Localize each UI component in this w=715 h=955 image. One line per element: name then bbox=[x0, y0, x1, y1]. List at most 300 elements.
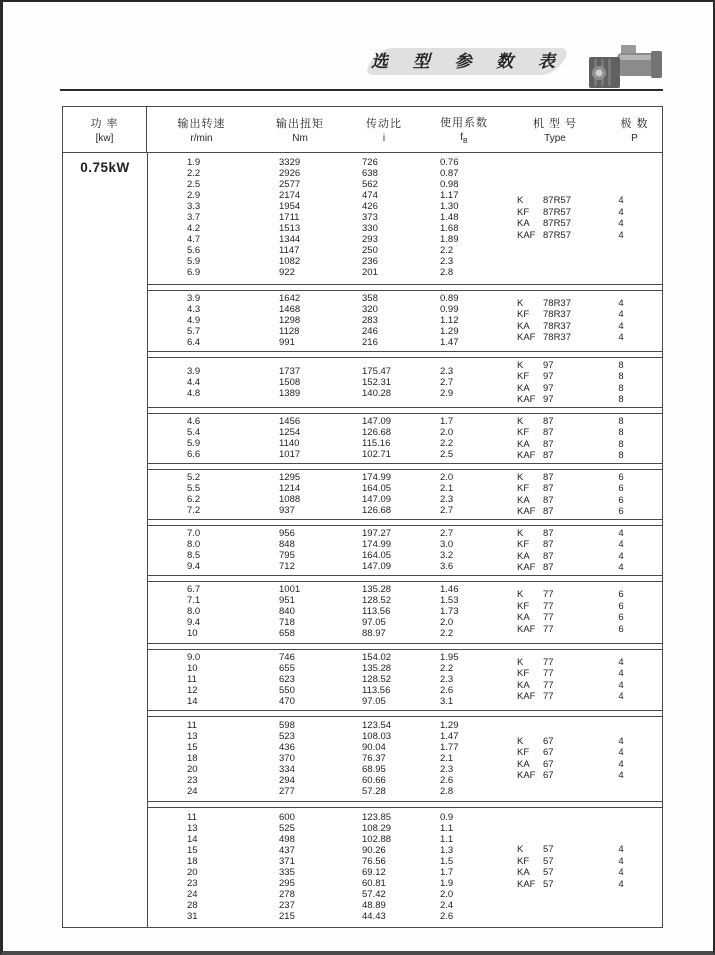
cell-poles: 4 bbox=[618, 679, 624, 691]
cell-speed: 24 bbox=[187, 785, 198, 797]
table-row bbox=[148, 157, 662, 168]
cell-speed: 5.4 bbox=[187, 427, 201, 438]
type-row bbox=[505, 321, 664, 333]
cell-service-factor: 2.8 bbox=[440, 785, 454, 797]
cell-speed: 6.6 bbox=[187, 449, 201, 460]
cell-poles: 4 bbox=[618, 844, 624, 855]
cell-type-prefix: KF bbox=[517, 483, 530, 494]
type-row bbox=[505, 562, 664, 574]
cell-ratio: 90.26 bbox=[362, 844, 386, 856]
cell-type-prefix: KAF bbox=[517, 623, 536, 635]
cell-ratio: 320 bbox=[362, 303, 378, 315]
table-row bbox=[148, 267, 662, 278]
cell-ratio: 126.68 bbox=[362, 427, 392, 438]
cell-torque: 237 bbox=[279, 899, 295, 911]
cell-ratio: 154.02 bbox=[362, 651, 392, 663]
cell-speed: 7.2 bbox=[187, 505, 201, 516]
table-header-row bbox=[63, 107, 662, 153]
cell-type-model: 87R57 bbox=[543, 218, 571, 230]
cell-speed: 2.2 bbox=[187, 168, 201, 180]
selection-table bbox=[62, 106, 663, 928]
cell-ratio: 358 bbox=[362, 292, 378, 304]
cell-type-prefix: KF bbox=[517, 855, 530, 867]
cell-type-model: 97 bbox=[543, 359, 554, 371]
cell-service-factor: 3.1 bbox=[440, 695, 454, 707]
cell-type-model: 77 bbox=[543, 589, 554, 601]
table-row bbox=[148, 834, 662, 845]
type-row bbox=[505, 589, 664, 601]
cell-speed: 2.5 bbox=[187, 179, 201, 191]
cell-torque: 334 bbox=[279, 763, 295, 775]
cell-speed: 4.9 bbox=[187, 314, 201, 326]
cell-type-prefix: K bbox=[517, 471, 524, 483]
table-row bbox=[148, 900, 662, 911]
cell-type-prefix: KAF bbox=[517, 229, 536, 241]
cell-poles: 8 bbox=[618, 394, 624, 405]
table-row bbox=[148, 889, 662, 900]
header-service-factor bbox=[424, 107, 504, 152]
cell-torque: 1344 bbox=[279, 234, 301, 246]
cell-torque: 956 bbox=[279, 528, 295, 539]
header-output-torque-unit: Nm bbox=[292, 133, 308, 144]
cell-service-factor: 1.17 bbox=[440, 190, 459, 202]
cell-torque: 2577 bbox=[279, 179, 301, 191]
type-row bbox=[505, 759, 664, 771]
type-row bbox=[505, 309, 664, 321]
cell-ratio: 197.27 bbox=[362, 528, 392, 539]
cell-speed: 5.9 bbox=[187, 256, 201, 268]
cell-torque: 1513 bbox=[279, 223, 301, 235]
cell-poles: 8 bbox=[618, 427, 624, 438]
cell-poles: 6 bbox=[618, 589, 624, 601]
cell-speed: 4.2 bbox=[187, 223, 201, 235]
cell-type-model: 77 bbox=[543, 612, 554, 624]
cell-speed: 4.4 bbox=[187, 376, 201, 388]
cell-poles: 6 bbox=[618, 600, 624, 612]
type-row bbox=[505, 539, 664, 551]
type-row bbox=[505, 298, 664, 310]
cell-type-prefix: KF bbox=[517, 206, 530, 218]
type-row bbox=[505, 383, 664, 395]
parameter-block bbox=[148, 716, 662, 802]
table-row bbox=[148, 812, 662, 823]
cell-speed: 23 bbox=[187, 774, 198, 786]
parameter-block bbox=[148, 807, 662, 927]
cell-ratio: 88.97 bbox=[362, 628, 386, 640]
type-row bbox=[505, 230, 664, 242]
cell-speed: 3.9 bbox=[187, 365, 201, 377]
cell-type-prefix: KA bbox=[517, 550, 530, 562]
cell-type-model: 77 bbox=[543, 656, 554, 668]
cell-speed: 5.2 bbox=[187, 472, 201, 483]
cell-service-factor: 3.6 bbox=[440, 561, 454, 572]
cell-torque: 436 bbox=[279, 741, 295, 753]
cell-speed: 6.7 bbox=[187, 584, 201, 596]
cell-torque: 437 bbox=[279, 844, 295, 856]
cell-type-model: 87 bbox=[543, 483, 554, 494]
cell-speed: 12 bbox=[187, 684, 198, 696]
header-poles-symbol: P bbox=[631, 133, 638, 144]
cell-service-factor: 2.2 bbox=[440, 438, 454, 449]
cell-ratio: 426 bbox=[362, 201, 378, 213]
cell-type-prefix: K bbox=[517, 527, 524, 539]
cell-poles: 8 bbox=[618, 382, 624, 394]
cell-type-model: 97 bbox=[543, 371, 554, 382]
cell-type-model: 87 bbox=[543, 550, 554, 562]
cell-poles: 4 bbox=[618, 320, 624, 332]
type-rows bbox=[505, 298, 664, 344]
cell-speed: 11 bbox=[187, 673, 197, 685]
type-rows bbox=[505, 844, 664, 890]
cell-type-model: 87R57 bbox=[543, 206, 571, 218]
cell-type-prefix: KF bbox=[517, 600, 530, 612]
cell-service-factor: 1.1 bbox=[440, 833, 454, 845]
cell-poles: 4 bbox=[618, 855, 624, 867]
type-row bbox=[505, 867, 664, 879]
cell-ratio: 246 bbox=[362, 325, 378, 337]
cell-poles: 4 bbox=[618, 758, 624, 770]
cell-ratio: 97.05 bbox=[362, 695, 386, 707]
cell-type-model: 87 bbox=[543, 562, 554, 573]
cell-type-prefix: KA bbox=[517, 758, 530, 770]
header-power-unit: [kw] bbox=[95, 133, 114, 144]
cell-speed: 5.9 bbox=[187, 438, 201, 449]
cell-torque: 848 bbox=[279, 539, 295, 550]
cell-type-model: 57 bbox=[543, 878, 554, 890]
cell-ratio: 140.28 bbox=[362, 387, 392, 399]
cell-speed: 11 bbox=[187, 719, 197, 731]
cell-ratio: 48.89 bbox=[362, 899, 386, 911]
page-title: 选 型 参 数 表 bbox=[371, 52, 565, 71]
type-row bbox=[505, 495, 664, 507]
cell-service-factor: 0.87 bbox=[440, 168, 459, 180]
cell-speed: 18 bbox=[187, 752, 198, 764]
header-output-speed bbox=[147, 107, 256, 152]
cell-poles: 8 bbox=[618, 359, 624, 371]
cell-service-factor: 2.3 bbox=[440, 494, 454, 505]
cell-speed: 18 bbox=[187, 855, 198, 867]
type-row bbox=[505, 371, 664, 383]
cell-type-prefix: K bbox=[517, 844, 524, 855]
cell-ratio: 135.28 bbox=[362, 584, 392, 596]
cell-type-prefix: KAF bbox=[517, 506, 536, 517]
type-row bbox=[505, 472, 664, 484]
cell-speed: 9.4 bbox=[187, 617, 201, 629]
cell-ratio: 638 bbox=[362, 168, 378, 180]
cell-type-model: 87 bbox=[543, 527, 554, 539]
cell-service-factor: 1.7 bbox=[440, 416, 454, 427]
cell-ratio: 236 bbox=[362, 256, 378, 268]
cell-type-prefix: KAF bbox=[517, 562, 536, 573]
cell-poles: 8 bbox=[618, 371, 624, 382]
cell-torque: 600 bbox=[279, 811, 295, 823]
cell-torque: 991 bbox=[279, 336, 295, 348]
table-row bbox=[148, 720, 662, 731]
cell-poles: 6 bbox=[618, 612, 624, 624]
cell-poles: 8 bbox=[618, 438, 624, 450]
cell-poles: 4 bbox=[618, 206, 624, 218]
header-poles bbox=[606, 107, 663, 152]
cell-type-model: 78R37 bbox=[543, 320, 571, 332]
cell-service-factor: 2.7 bbox=[440, 505, 454, 516]
cell-speed: 4.6 bbox=[187, 416, 201, 427]
cell-service-factor: 1.47 bbox=[440, 336, 459, 348]
cell-ratio: 135.28 bbox=[362, 662, 392, 674]
cell-ratio: 90.04 bbox=[362, 741, 386, 753]
cell-torque: 2926 bbox=[279, 168, 301, 180]
table-body bbox=[63, 153, 662, 927]
title-banner bbox=[371, 48, 563, 75]
cell-service-factor: 1.3 bbox=[440, 844, 454, 856]
cell-ratio: 562 bbox=[362, 179, 378, 191]
cell-torque: 1088 bbox=[279, 494, 301, 505]
cell-ratio: 76.56 bbox=[362, 855, 386, 867]
cell-ratio: 201 bbox=[362, 267, 378, 279]
cell-poles: 6 bbox=[618, 623, 624, 635]
cell-service-factor: 2.3 bbox=[440, 673, 454, 685]
cell-torque: 1954 bbox=[279, 201, 301, 213]
cell-type-prefix: KAF bbox=[517, 394, 536, 405]
cell-service-factor: 2.2 bbox=[440, 628, 454, 640]
cell-torque: 1508 bbox=[279, 376, 301, 388]
cell-service-factor: 2.7 bbox=[440, 376, 454, 388]
type-rows bbox=[505, 657, 664, 703]
cell-service-factor: 2.0 bbox=[440, 472, 454, 483]
cell-speed: 8.0 bbox=[187, 539, 201, 550]
type-rows bbox=[505, 416, 664, 462]
cell-service-factor: 2.1 bbox=[440, 752, 454, 764]
cell-type-model: 78R37 bbox=[543, 309, 571, 321]
cell-speed: 14 bbox=[187, 833, 198, 845]
type-row bbox=[505, 844, 664, 856]
cell-type-model: 57 bbox=[543, 867, 554, 878]
parameter-block bbox=[148, 581, 662, 644]
cell-type-model: 87 bbox=[543, 450, 554, 461]
cell-torque: 523 bbox=[279, 730, 295, 742]
cell-ratio: 76.37 bbox=[362, 752, 386, 764]
cell-poles: 4 bbox=[618, 735, 624, 747]
cell-type-model: 87R57 bbox=[543, 195, 571, 207]
cell-torque: 712 bbox=[279, 561, 295, 572]
cell-torque: 1017 bbox=[279, 449, 301, 460]
cell-poles: 4 bbox=[618, 867, 624, 878]
cell-torque: 1254 bbox=[279, 427, 301, 438]
cell-torque: 655 bbox=[279, 662, 295, 674]
cell-type-prefix: KF bbox=[517, 747, 530, 759]
parameter-block bbox=[148, 357, 662, 408]
cell-speed: 6.2 bbox=[187, 494, 201, 505]
type-row bbox=[505, 668, 664, 680]
header-output-speed-unit: r/min bbox=[190, 133, 213, 144]
cell-service-factor: 1.7 bbox=[440, 866, 454, 878]
cell-poles: 4 bbox=[618, 195, 624, 207]
cell-type-prefix: K bbox=[517, 359, 524, 371]
cell-torque: 335 bbox=[279, 866, 295, 878]
cell-type-prefix: K bbox=[517, 656, 524, 668]
cell-ratio: 68.95 bbox=[362, 763, 386, 775]
cell-torque: 370 bbox=[279, 752, 295, 764]
cell-type-model: 97 bbox=[543, 382, 554, 394]
cell-speed: 8.5 bbox=[187, 550, 201, 561]
cell-ratio: 147.09 bbox=[362, 416, 392, 427]
type-row bbox=[505, 551, 664, 563]
cell-torque: 598 bbox=[279, 719, 295, 731]
cell-service-factor: 1.73 bbox=[440, 606, 459, 618]
type-row bbox=[505, 691, 664, 703]
cell-type-model: 87R57 bbox=[543, 229, 571, 241]
cell-speed: 6.9 bbox=[187, 267, 201, 279]
cell-poles: 4 bbox=[618, 527, 624, 539]
header-ratio bbox=[344, 107, 424, 152]
cell-service-factor: 0.98 bbox=[440, 179, 459, 191]
cell-poles: 4 bbox=[618, 691, 624, 703]
header-rule bbox=[60, 89, 663, 91]
cell-type-model: 77 bbox=[543, 623, 554, 635]
cell-ratio: 174.99 bbox=[362, 472, 392, 483]
cell-ratio: 60.66 bbox=[362, 774, 386, 786]
cell-type-prefix: KA bbox=[517, 320, 530, 332]
cell-poles: 4 bbox=[618, 747, 624, 759]
cell-speed: 14 bbox=[187, 695, 198, 707]
type-rows bbox=[505, 360, 664, 406]
type-rows bbox=[505, 528, 664, 574]
cell-service-factor: 1.12 bbox=[440, 314, 459, 326]
cell-torque: 746 bbox=[279, 651, 295, 663]
cell-type-prefix: KA bbox=[517, 218, 530, 230]
cell-type-prefix: K bbox=[517, 735, 524, 747]
table-row bbox=[148, 786, 662, 797]
blocks bbox=[148, 153, 662, 927]
cell-service-factor: 3.0 bbox=[440, 539, 454, 550]
parameter-block bbox=[148, 290, 662, 353]
cell-type-model: 87 bbox=[543, 415, 554, 427]
cell-service-factor: 2.2 bbox=[440, 245, 454, 257]
parameter-block bbox=[148, 649, 662, 712]
cell-ratio: 283 bbox=[362, 314, 378, 326]
cell-torque: 550 bbox=[279, 684, 295, 696]
cell-service-factor: 1.89 bbox=[440, 234, 459, 246]
cell-type-prefix: KA bbox=[517, 612, 530, 624]
cell-service-factor: 2.0 bbox=[440, 888, 454, 900]
cell-ratio: 113.56 bbox=[362, 606, 391, 618]
cell-poles: 4 bbox=[618, 878, 624, 890]
cell-speed: 8.0 bbox=[187, 606, 201, 618]
cell-torque: 1456 bbox=[279, 416, 301, 427]
cell-poles: 4 bbox=[618, 332, 624, 344]
cell-type-model: 67 bbox=[543, 758, 554, 770]
table-row bbox=[148, 256, 662, 267]
cell-speed: 28 bbox=[187, 899, 198, 911]
cell-service-factor: 1.53 bbox=[440, 595, 459, 607]
cell-torque: 1711 bbox=[279, 212, 300, 224]
cell-speed: 4.3 bbox=[187, 303, 201, 315]
table-row bbox=[148, 245, 662, 256]
cell-service-factor: 2.7 bbox=[440, 528, 454, 539]
cell-service-factor: 2.0 bbox=[440, 617, 454, 629]
type-row bbox=[505, 195, 664, 207]
cell-type-prefix: KA bbox=[517, 867, 530, 878]
cell-ratio: 250 bbox=[362, 245, 378, 257]
cell-service-factor: 1.48 bbox=[440, 212, 459, 224]
cell-poles: 4 bbox=[618, 668, 624, 680]
type-rows bbox=[505, 736, 664, 782]
table-row bbox=[148, 168, 662, 179]
parameter-block bbox=[148, 525, 662, 576]
type-row bbox=[505, 439, 664, 451]
cell-speed: 9.0 bbox=[187, 651, 201, 663]
cell-torque: 371 bbox=[279, 855, 295, 867]
parameter-block bbox=[148, 469, 662, 520]
cell-ratio: 128.52 bbox=[362, 595, 392, 607]
cell-type-prefix: K bbox=[517, 589, 524, 601]
cell-torque: 3329 bbox=[279, 157, 301, 169]
cell-type-prefix: KAF bbox=[517, 691, 536, 703]
cell-speed: 4.7 bbox=[187, 234, 201, 246]
cell-torque: 277 bbox=[279, 785, 295, 797]
cell-service-factor: 1.5 bbox=[440, 855, 454, 867]
cell-type-prefix: KF bbox=[517, 427, 530, 438]
cell-torque: 1001 bbox=[279, 584, 301, 596]
header-poles-zh: 极 数 bbox=[620, 118, 649, 130]
cell-service-factor: 2.0 bbox=[440, 427, 454, 438]
cell-service-factor: 0.76 bbox=[440, 157, 459, 169]
table-row bbox=[148, 179, 662, 190]
cell-ratio: 123.85 bbox=[362, 811, 392, 823]
type-row bbox=[505, 612, 664, 624]
type-row bbox=[505, 332, 664, 344]
header-service-factor-zh: 使用系数 bbox=[440, 117, 488, 129]
cell-ratio: 57.28 bbox=[362, 785, 386, 797]
table-row bbox=[148, 911, 662, 922]
cell-speed: 15 bbox=[187, 741, 198, 753]
cell-type-prefix: K bbox=[517, 297, 524, 309]
cell-type-model: 87 bbox=[543, 471, 554, 483]
cell-torque: 1140 bbox=[279, 438, 300, 449]
cell-type-prefix: KA bbox=[517, 679, 530, 691]
cell-torque: 937 bbox=[279, 505, 295, 516]
type-row bbox=[505, 427, 664, 439]
cell-torque: 470 bbox=[279, 695, 295, 707]
cell-speed: 20 bbox=[187, 763, 198, 775]
cell-speed: 2.9 bbox=[187, 190, 201, 202]
cell-service-factor: 2.1 bbox=[440, 483, 454, 494]
cell-type-prefix: KAF bbox=[517, 770, 536, 782]
cell-poles: 4 bbox=[618, 539, 624, 550]
cell-torque: 1147 bbox=[279, 245, 300, 257]
cell-ratio: 69.12 bbox=[362, 866, 386, 878]
cell-type-model: 67 bbox=[543, 770, 554, 782]
cell-speed: 4.8 bbox=[187, 387, 201, 399]
type-row bbox=[505, 657, 664, 669]
cell-service-factor: 1.29 bbox=[440, 325, 459, 337]
cell-ratio: 60.81 bbox=[362, 877, 386, 889]
cell-ratio: 102.88 bbox=[362, 833, 392, 845]
cell-type-model: 87 bbox=[543, 539, 554, 550]
cell-ratio: 474 bbox=[362, 190, 378, 202]
cell-ratio: 115.16 bbox=[362, 438, 391, 449]
cell-ratio: 126.68 bbox=[362, 505, 392, 516]
cell-service-factor: 1.46 bbox=[440, 584, 459, 596]
cell-ratio: 293 bbox=[362, 234, 378, 246]
cell-service-factor: 2.8 bbox=[440, 267, 454, 279]
cell-type-model: 57 bbox=[543, 855, 554, 867]
cell-service-factor: 1.9 bbox=[440, 877, 454, 889]
cell-torque: 795 bbox=[279, 550, 295, 561]
cell-ratio: 330 bbox=[362, 223, 378, 235]
cell-ratio: 373 bbox=[362, 212, 378, 224]
cell-torque: 1642 bbox=[279, 292, 301, 304]
cell-speed: 10 bbox=[187, 628, 198, 640]
